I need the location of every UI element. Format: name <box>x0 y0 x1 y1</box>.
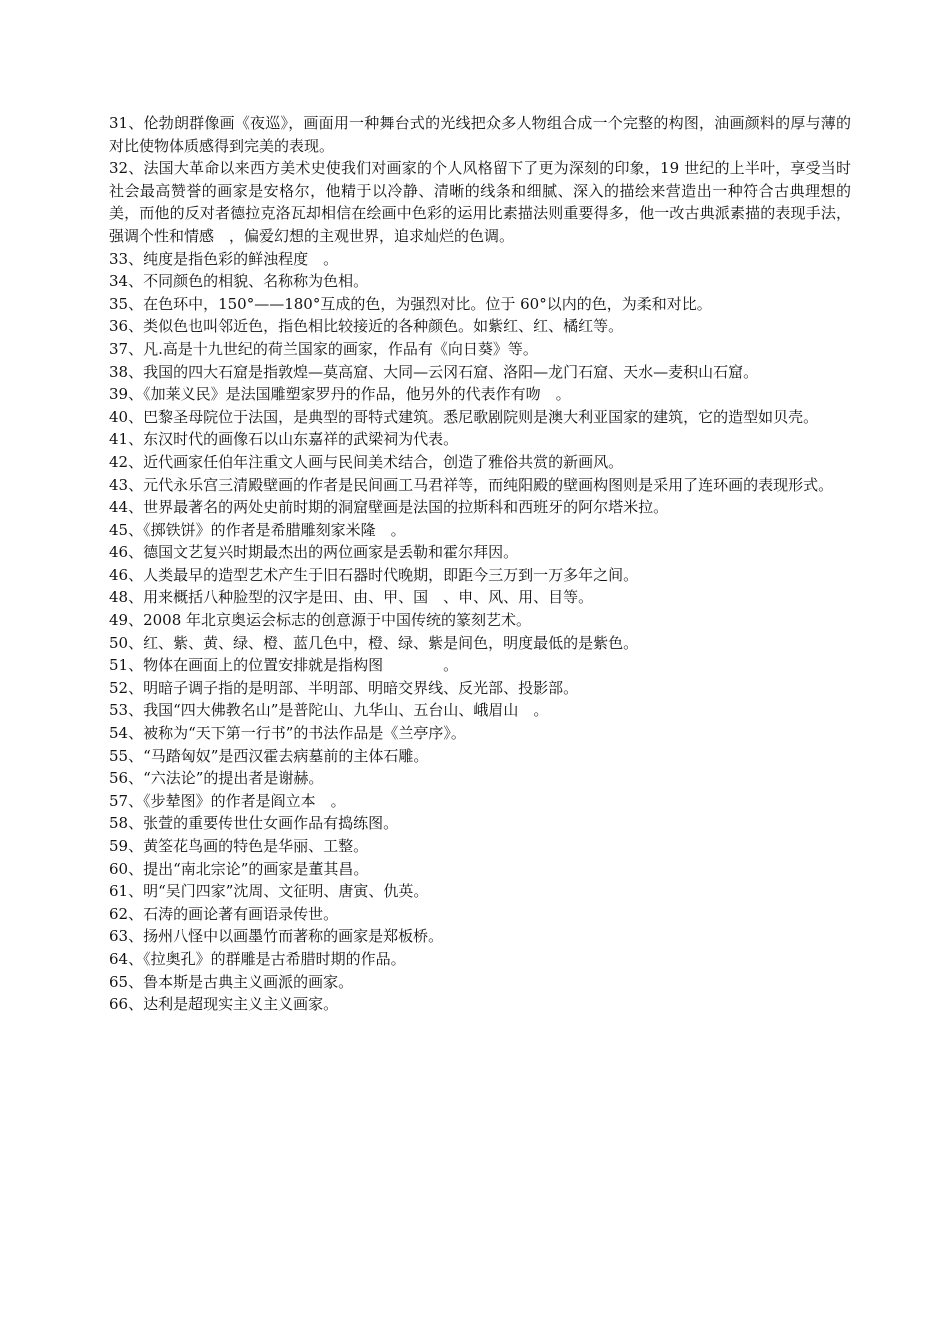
list-item: 51、物体在画面上的位置安排就是指构图 。 <box>109 656 459 675</box>
list-item: 63、扬州八怪中以画墨竹而著称的画家是郑板桥。 <box>109 927 444 946</box>
list-item: 65、鲁本斯是古典主义画派的画家。 <box>109 972 354 991</box>
list-item: 39、《加莱义民》是法国雕塑家罗丹的作品，他另外的代表作有吻 。 <box>109 385 571 404</box>
list-item: 61、明“吴门四家”沈周、文征明、唐寅、仇英。 <box>109 882 429 901</box>
list-item: 54、被称为“天下第一行书”的书法作品是《兰亭序》。 <box>109 724 466 743</box>
list-item: 41、东汉时代的画像石以山东嘉祥的武梁祠为代表。 <box>109 430 459 449</box>
list-item: 50、红、紫、黄、绿、橙、蓝几色中，橙、绿、紫是间色，明度最低的是紫色。 <box>109 633 639 652</box>
list-item: 35、在色环中，150°——180°互成的色，为强烈对比。位于 60°以内的色，为柔和对比。 <box>109 294 712 313</box>
list-item: 45、《掷铁饼》的作者是希腊雕刻家米隆 。 <box>109 520 406 539</box>
list-item: 46、人类最早的造型艺术产生于旧石器时代晚期，即距今三万到一万多年之间。 <box>109 565 639 584</box>
list-item: 55、“马踏匈奴”是西汉霍去病墓前的主体石雕。 <box>109 746 429 765</box>
list-item: 31、伦勃朗群像画《夜巡》，画面用一种舞台式的光线把众多人物组合成一个完整的构图，油画颜料的厚与薄的对比使物体质感得到完美的表现。 <box>109 114 851 155</box>
list-item: 34、不同颜色的相貌、名称称为色相。 <box>109 272 369 291</box>
list-item: 57、《步辇图》的作者是阎立本 。 <box>109 791 346 810</box>
list-item: 40、巴黎圣母院位于法国，是典型的哥特式建筑。悉尼歌剧院则是澳大利亚国家的建筑，它的造型如贝壳。 <box>109 407 819 426</box>
list-item: 43、元代永乐宫三清殿壁画的作者是民间画工马君祥等，而纯阳殿的壁画构图则是采用了连环画的表现形式。 <box>109 475 834 494</box>
list-item: 53、我国“四大佛教名山”是普陀山、九华山、五台山、峨眉山 。 <box>109 701 549 720</box>
document-body <box>109 112 851 1016</box>
list-item: 38、我国的四大石窟是指敦煌—莫高窟、大同—云冈石窟、洛阳—龙门石窟、天水—麦积山石窟。 <box>109 362 759 381</box>
list-item: 56、“六法论”的提出者是谢赫。 <box>109 769 324 788</box>
list-item: 58、张萱的重要传世仕女画作品有捣练图。 <box>109 814 399 833</box>
list-item: 46、德国文艺复兴时期最杰出的两位画家是丢勒和霍尔拜因。 <box>109 543 519 562</box>
list-item: 59、黄筌花鸟画的特色是华丽、工整。 <box>109 837 369 855</box>
list-item: 32、法国大革命以来西方美术史使我们对画家的个人风格留下了更为深刻的印象，19 世纪的上半叶，享受当时社会最高赞誉的画家是安格尔，他精于以冷静、清晰的线条和细腻、深入的描绘来营造出一种符合古典理想的美，而他的反对者德拉克洛瓦却相信在绘画中色彩的运用比素描法则重要得多，他一改古典派素描的表现手法，强调个性和情感 ，偏爱幻想的主观世界，追求灿烂的色调。 <box>109 159 851 245</box>
list-item: 44、世界最著名的两处史前时期的洞窟壁画是法国的拉斯科和西班牙的阿尔塔米拉。 <box>109 498 669 517</box>
list-item: 60、提出“南北宗论”的画家是董其昌。 <box>109 859 369 878</box>
list-item: 64、《拉奥孔》的群雕是古希腊时期的作品。 <box>109 949 406 968</box>
list-item: 49、2008 年北京奥运会标志的创意源于中国传统的篆刻艺术。 <box>109 611 532 630</box>
list-item: 42、近代画家任伯年注重文人画与民间美术结合，创造了雅俗共赏的新画风。 <box>109 452 624 471</box>
list-item: 48、用来概括八种脸型的汉字是田、由、甲、国 、申、风、用、目等。 <box>109 588 594 607</box>
list-item: 66、达利是超现实主义主义画家。 <box>109 995 339 1014</box>
list-item: 36、类似色也叫邻近色，指色相比较接近的各种颜色。如紫红、红、橘红等。 <box>109 317 624 336</box>
list-item: 33、纯度是指色彩的鲜浊程度 。 <box>109 249 339 268</box>
list-item: 62、石涛的画论著有画语录传世。 <box>109 904 339 923</box>
list-item: 37、凡.高是十九世纪的荷兰国家的画家，作品有《向日葵》等。 <box>109 339 538 358</box>
list-item: 52、明暗子调子指的是明部、半明部、明暗交界线、反光部、投影部。 <box>109 678 579 697</box>
